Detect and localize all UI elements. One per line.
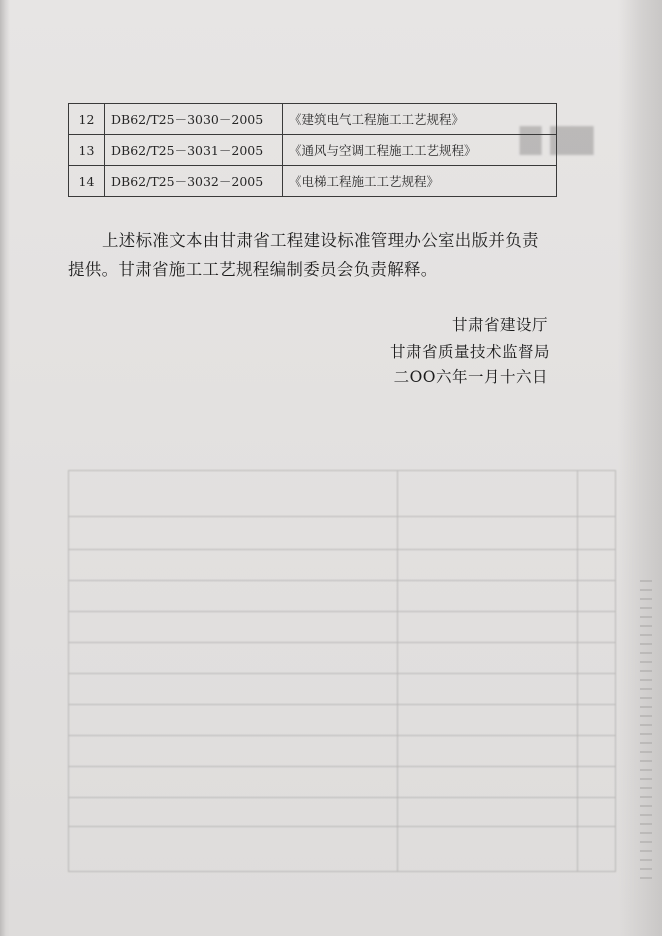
- bleed-through-table: [68, 470, 616, 872]
- body-paragraph: [68, 226, 568, 284]
- row-number: 13: [69, 135, 105, 166]
- standard-name: 《电梯工程施工工艺规程》: [283, 166, 557, 197]
- standard-name: 《建筑电气工程施工工艺规程》: [283, 104, 557, 135]
- signature-date: 二OO六年一月十六日: [393, 368, 548, 386]
- binding-perforation: [640, 580, 652, 880]
- signature-org-construction: 甘肃省建设厅: [451, 316, 548, 334]
- bleed-through-mark: ▇▇ ▇: [520, 122, 594, 155]
- row-number: 12: [69, 104, 105, 135]
- standards-table: [68, 103, 557, 197]
- table-row: [69, 166, 557, 197]
- standard-code: DB62/T25－3031－2005: [105, 135, 283, 166]
- standard-code: DB62/T25－3032－2005: [105, 166, 283, 197]
- paragraph-line-1: 上述标准文本由甘肃省工程建设标准管理办公室出版并负责: [102, 231, 539, 250]
- table-row: [69, 135, 557, 166]
- paragraph-line-2: 提供。甘肃省施工工艺规程编制委员会负责解释。: [68, 260, 438, 279]
- standard-name: 《通风与空调工程施工工艺规程》: [283, 135, 557, 166]
- table-row: [69, 104, 557, 135]
- row-number: 14: [69, 166, 105, 197]
- page-left-shadow: [0, 0, 10, 936]
- signature-org-quality: 甘肃省质量技术监督局: [389, 343, 550, 361]
- standard-code: DB62/T25－3030－2005: [105, 104, 283, 135]
